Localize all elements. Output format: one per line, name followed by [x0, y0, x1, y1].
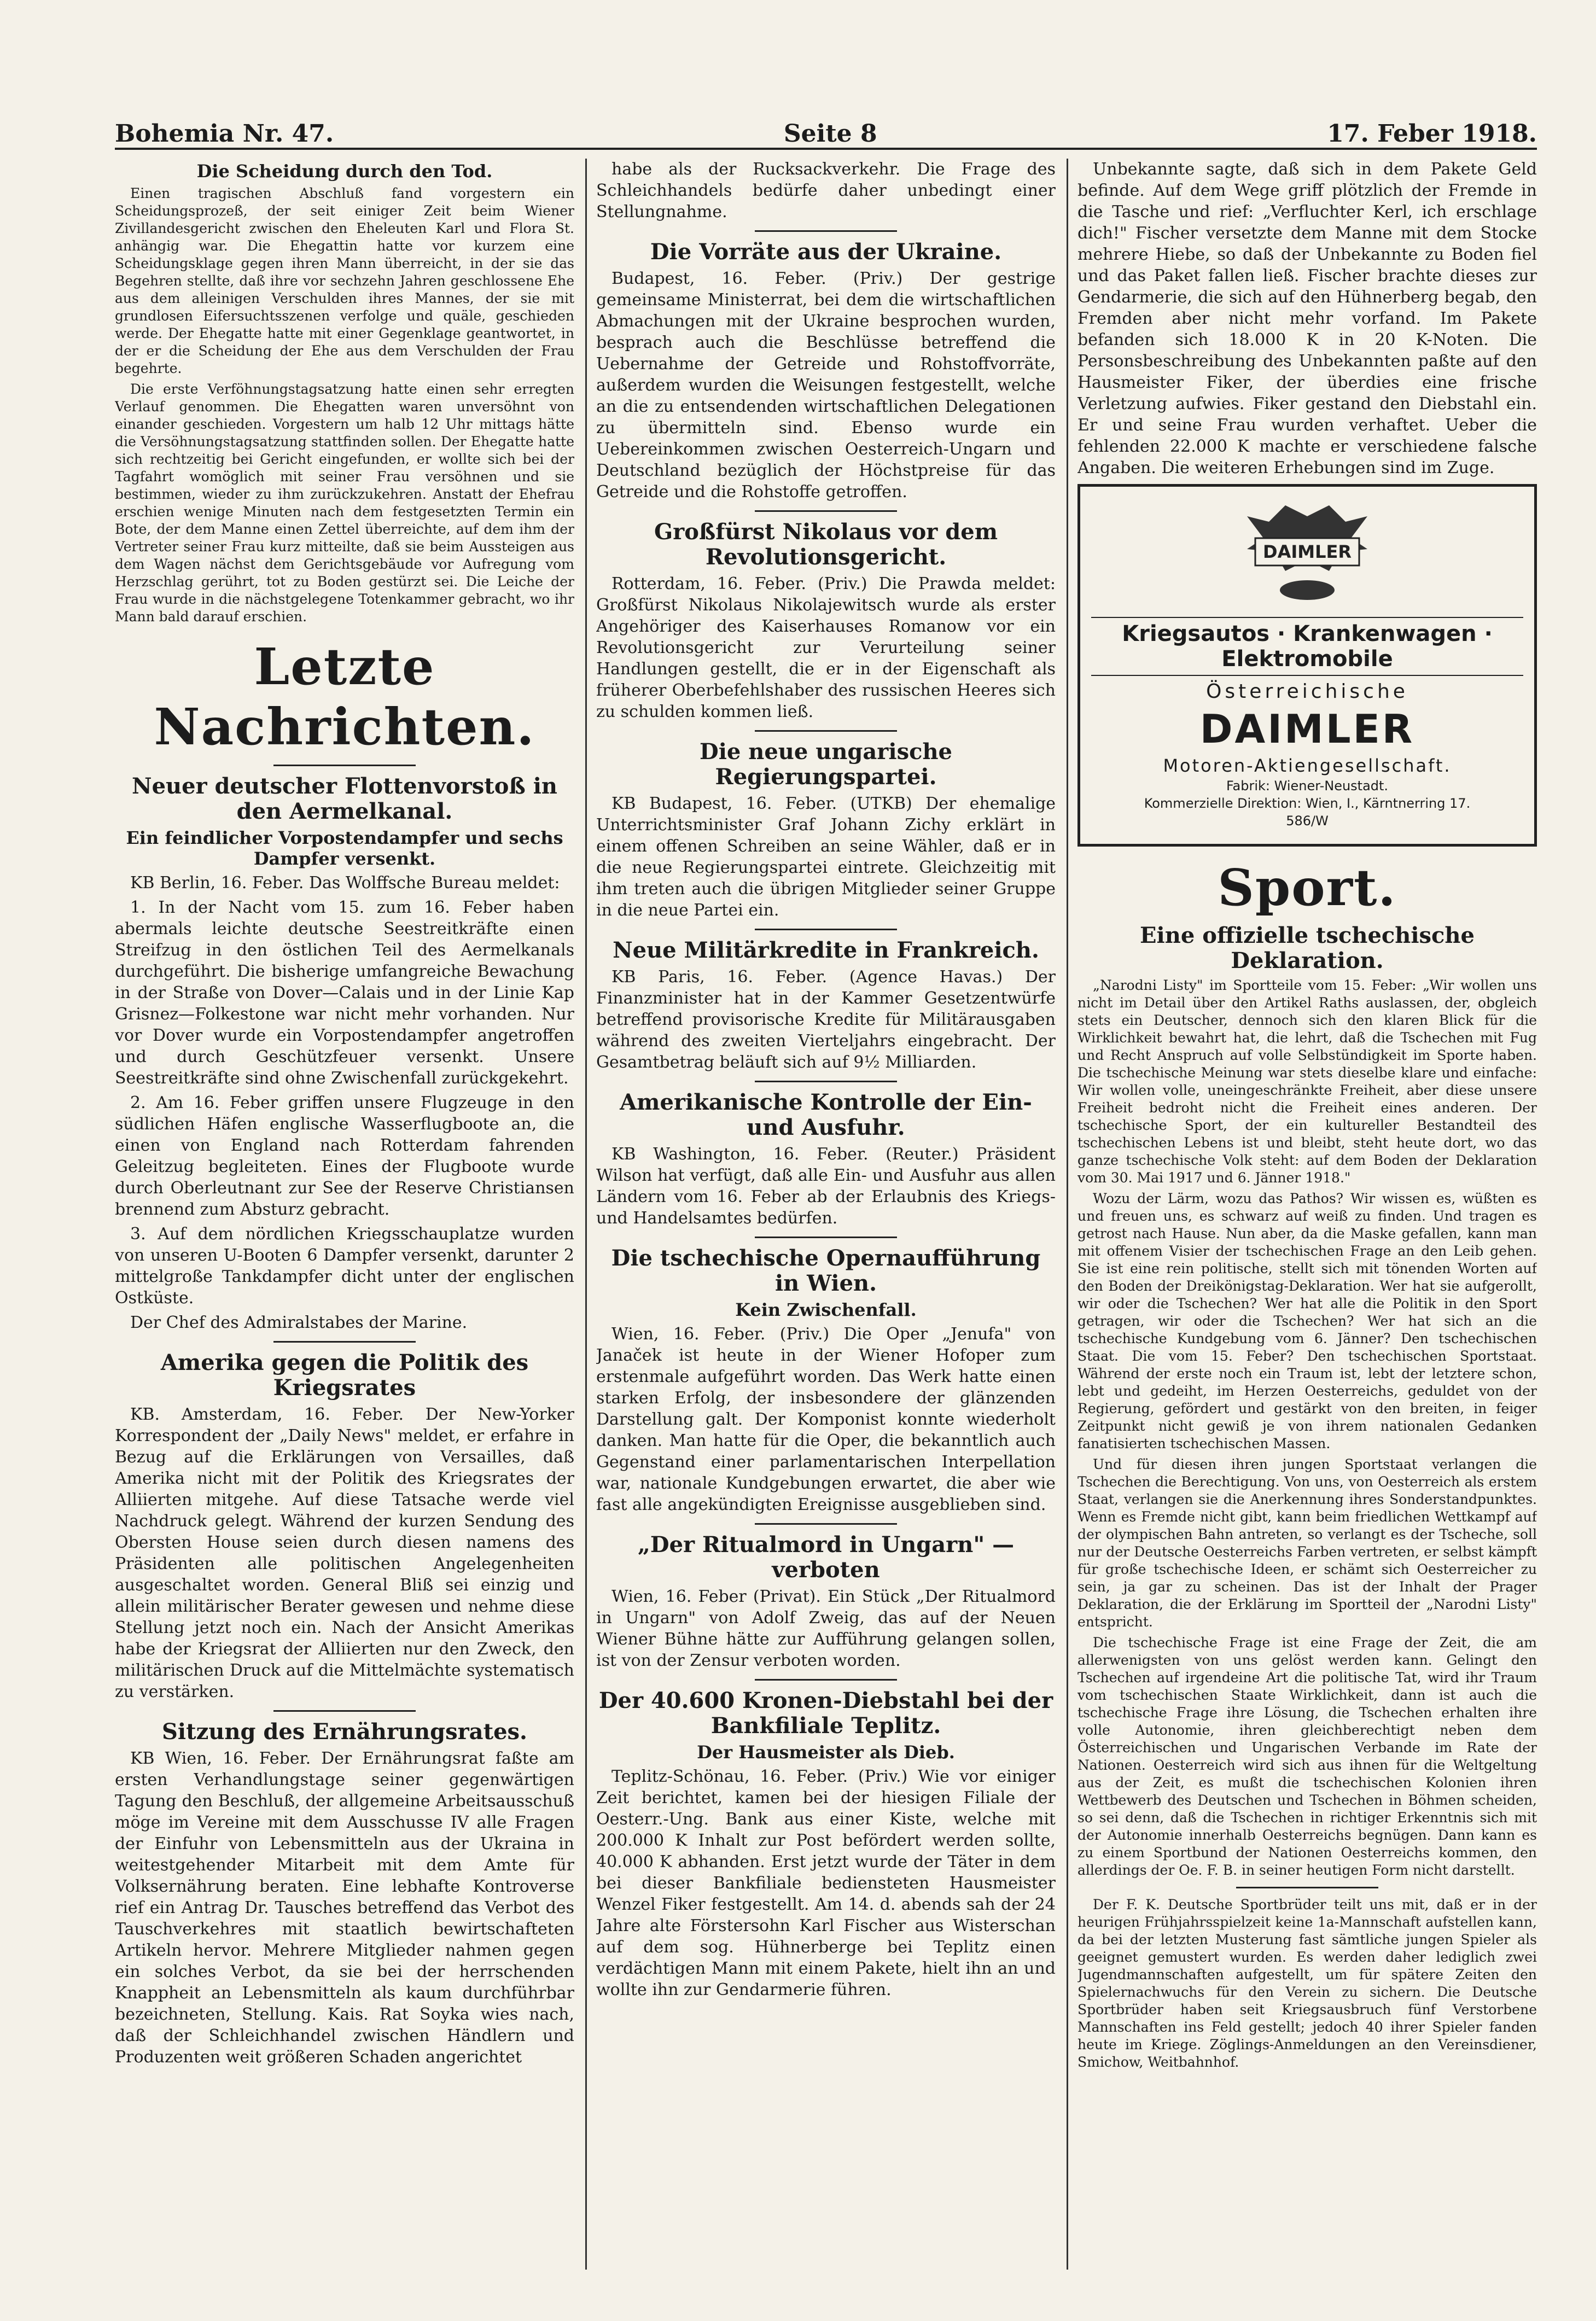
column-rule [585, 159, 587, 2270]
article-title: Die neue ungarische Regierungspartei. [700, 739, 952, 790]
paragraph: KB Paris, 16. Feber. (Agence Havas.) Der Finanzminister hat in der Kammer Gesetzentwürfe betreffend provisorische Kredite für Militärausgaben während des zweiten Vierteljahrs eingebracht. Der Gesamtbetrag beläuft sich auf 9½ Milliarden. [596, 967, 1056, 1072]
article-title: Die Scheidung durch den Tod. [196, 161, 493, 182]
article-subtitle: Kein Zwischenfall. [735, 1299, 917, 1320]
paragraph: Unbekannte sagte, daß sich in dem Pakete Geld befinde. Auf dem Wege griff plötzlich der Fremde in die Tasche und rief: „Verfluchter Kerl, ich erschlage dich!" Fischer versetzte dem Manne mit dem Stocke mehrere Hiebe, so daß der Unbekannte zu Boden fiel und das Paket fallen ließ. Fischer brachte dieses zur Gendarmerie, die sich auf den Hühnerberg begab, den Fremden aber nicht mehr vorfand. Im Pakete befanden sich 18.000 K in 20 K-Noten. Die Personsbeschreibung des Unbekannten paßte auf den Hausmeister Fiker, der überdies eine frische Verletzung aufwies. Fiker gestand den Diebstahl ein. Er und seine Frau wurden verhaftet. Ueber die fehlenden 22.000 K machte er verschiedene falsche Angaben. Die weiteren Erhebungen sind im Zuge. [1077, 160, 1537, 477]
column-rule [1067, 159, 1068, 2270]
article-title: Die tschechische Opernaufführung in Wien. [611, 1245, 1041, 1296]
divider [755, 1523, 897, 1525]
daimler-eagle-logo-icon [1225, 500, 1389, 609]
article-body [115, 185, 574, 626]
article-subtitle: Ein feindlicher Vorpostendampfer und sechs Dampfer versenkt. [126, 827, 563, 869]
paragraph: „Narodni Listy" im Sportteile vom 15. Feber: „Wir wollen uns nicht im Detail über den Artikel Raths auslassen, der, obgleich stets ein Deutscher, dennoch sich den klaren Blick für die Wirklichkeit bewahrt hat, die lehrt, daß die Tschechen mit Fug und Recht Anspruch auf volle Selbstündigkeit im Sporte haben. Die tschechische Meinung war stets dieselbe klare und einfache: Wir wollen volle, uneingeschränkte Freiheit, aber diese unsere Freiheit bedroht nicht die Freiheit eines anderen. Der tschechische Sport, der ein kultureller Bestandteil des tschechischen Lebens ist und bleibt, steht heute dort, wo das ganze tschechische Volk steht: auf dem Boden der Deklaration vom 30. Mai 1917 und 6. Jänner 1918." [1077, 977, 1537, 1186]
divider [273, 1710, 416, 1712]
column-1 [115, 159, 574, 2270]
article-title: Der 40.600 Kronen-Diebstahl bei der Bankfiliale Teplitz. [598, 1688, 1053, 1739]
article-title: Amerika gegen die Politik des Kriegsrates [160, 1350, 529, 1401]
paragraph: Einen tragischen Abschluß fand vorgestern ein Scheidungsprozeß, der seit einiger Zeit beim Wiener Zivillandesgericht zwischen den Eheleuten Karl und Flora St. anhängig war. Die Ehegattin hatte vor kurzem eine Scheidungsklage gegen ihren Mann überreicht, in der sie das Begehren stellte, daß ihre vor sechzehn Jahren geschlossene Ehe aus dem alleinigen Verschulden ihres Mannes, der sie mit grundlosen Eifersuchtsszenen verfolge und quäle, geschieden werde. Der Ehegatte hatte mit einer Gegenklage geantwortet, in der er die Scheidung der Ehe aus dem Verschulden der Frau begehrte. [115, 185, 574, 376]
paragraph: Die tschechische Frage ist eine Frage der Zeit, die am allerwenigsten von uns gelöst werden kann. Gelingt den Tschechen auf irgendeine Art die politische Tat, wird ihr Traum vom tschechischen Staate Wirklichkeit, dann ist auch die tschechische Frage ihre Lösung, die Tschechen erhalten ihre volle Autonomie, ihren gleichberechtigt neben dem Österreichischen und Ungarischen Verbande im Rate der Nationen. Oesterreich wird sich aus ihnen für die Weltgeltung aus der Zeit, es mußt die tschechischen Kolonien ihren Wettbewerb des Deutschen und Tschechen in Böhmen scheiden, so sei denn, daß die Tschechen in richtiger Erkenntnis sich mit der Autonomie innerhalb Oesterreichs begnügen. Dann kann es zu einem Sportbund der Nationen Oesterreichs kommen, den allerdings der Oe. F. B. in seiner heutigen Form nicht darstellt. [1077, 1635, 1537, 1878]
divider [755, 1081, 897, 1082]
section-title: Letzte Nachrichten. [154, 637, 535, 756]
article-title: Eine offizielle tschechische Deklaration. [1140, 923, 1475, 973]
divider [755, 1679, 897, 1681]
article-title: Großfürst Nikolaus vor dem Revolutionsgericht. [654, 519, 998, 570]
paragraph: Budapest, 16. Feber. (Priv.) Der gestrige gemeinsame Ministerrat, bei dem die wirtschaftlichen Abmachungen mit der Ukraine besprochen wurden, besprach auch die Beschlüsse betreffend die Uebernahme der Getreide und Rohstoffvorräte, außerdem wurden die Weisungen festgestellt, welche an die zu entsendenden wirtschaftlichen Delegationen zu übermitteln sind. Ebenso wurde ein Uebereinkommen zwischen Oesterreich-Ungarn und Deutschland bezüglich der Höchstpreise für das Getreide und die Rohstoffe getroffen. [596, 269, 1056, 501]
divider [273, 1341, 416, 1343]
paragraph: 3. Auf dem nördlichen Kriegsschauplatze wurden von unseren U-Booten 6 Dampfer versenkt, darunter 2 mittelgroße Tankdampfer dicht unter der englischen Ostküste. [115, 1224, 574, 1308]
paragraph: Der Chef des Admiralstabes der Marine. [130, 1313, 468, 1332]
divider [1236, 1887, 1378, 1888]
divider [755, 1237, 897, 1238]
ad-products: Kriegsautos · Krankenwagen · Elektromobile [1091, 617, 1523, 676]
paragraph: KB. Amsterdam, 16. Feber. Der New-Yorker Korrespondent der „Daily News" meldet, er erfahre in Bezug auf die Erklärungen von Versailles, daß Amerika nicht mit der Politik des Kriegsrates der Alliierten mitgehe. Auf diese Tatsache werde viel Nachdruck gelegt. Während der kurzen Sendung des Obersten House seien durch diesen namens des Präsidenten alle politischen Angelegenheiten ausgeschaltet worden. General Bliß sei einzig und allein militärischer Berater gewesen und nehme diese Stellung jetzt noch ein. Nach der Ansicht Amerikas habe der Kriegsrat der Alliierten nur den Zweck, den militärischen Druck auf die Mittelmächte systematisch zu verstärken. [115, 1405, 574, 1701]
article-title: Sitzung des Ernährungsrates. [162, 1719, 527, 1745]
paragraph: Teplitz-Schönau, 16. Feber. (Priv.) Wie vor einiger Zeit berichtet, kamen bei der hiesigen Filiale der Oesterr.-Ung. Bank aus einer Kiste, welche mit 200.000 K Inhalt zur Post befördert werden sollte, 40.000 K abhanden. Erst jetzt wurde der Täter in dem bei dieser Bankfiliale bediensteten Hausmeister Wenzel Fiker festgestellt. Am 14. d. abends sah der 24 Jahre alte Förstersohn Karl Fischer aus Wisterschan auf dem sog. Hühnerberge bei Teplitz einen verdächtigen Mann mit einem Pakete, hielt ihn an und wollte ihn zur Gendarmerie führen. [596, 1767, 1056, 1999]
section-title: Sport. [1218, 858, 1397, 917]
paragraph: 1. In der Nacht vom 15. zum 16. Feber haben abermals leichte deutsche Seestreitkräfte einen Streifzug in den östlichen Teil des Aermelkanals durchgeführt. Die bisherige umfangreiche Bewachung in der Straße von Dover—Calais und in der Linie Kap Grisnez—Folkestone war nicht mehr vorhanden. Nur vor Dover wurde ein Vorpostendampfer angetroffen und durch Geschützfeuer versenkt. Unsere Seestreitkräfte sind ohne Zwischenfall zurückgekehrt. [115, 898, 574, 1088]
ad-factory: Fabrik: Wiener-Neustadt. [1226, 778, 1389, 794]
article-title: „Der Ritualmord in Ungarn" — verboten [637, 1532, 1015, 1583]
ad-company: Österreichische [1206, 680, 1408, 703]
paragraph: Wien, 16. Feber (Privat). Ein Stück „Der Ritualmord in Ungarn" von Adolf Zweig, das auf der Neuen Wiener Bühne hätte zur Aufführung gelangen sollen, ist von der Zensur verboten worden. [596, 1587, 1056, 1670]
paragraph: KB Washington, 16. Feber. (Reuter.) Präsident Wilson hat verfügt, daß alle Ein- und Ausfuhr aus allen Ländern vom 16. Feber ab der Erlaubnis des Kriegs- und Handelsamtes bedürfen. [596, 1145, 1056, 1228]
paragraph: Der F. K. Deutsche Sportbrüder teilt uns mit, daß er in der heurigen Frühjahrsspielzeit keine 1a-Mannschaft aufstellen kann, da bei der letzten Musterung fast sämtliche jungen Spieler als geeignet gemustert wurden. Es werden daher lediglich zwei Jugendmannschaften aufgestellt, um für spätere Zeiten den Spielernachwuchs für den Verein zu sichern. Die Deutsche Sportbrüder haben seit Kriegsausbruch fünf Verstorbene Mannschaften ins Feld gestellt; jedoch 40 ihrer Spieler fanden heute im Kriege. Zöglings-Anmeldungen an den Vereinsdiener, Smichow, Weitbahnhof. [1077, 1897, 1537, 2070]
divider [755, 230, 897, 232]
article-title: Neuer deutscher Flottenvorstoß in den Aermelkanal. [132, 773, 557, 824]
article-body [1077, 977, 1537, 2071]
paragraph: habe als der Rucksackverkehr. Die Frage des Schleichhandels bedürfe daher unbedingt einer Stellungnahme. [596, 160, 1056, 221]
article-title: Die Vorräte aus der Ukraine. [650, 239, 1002, 265]
paragraph: Wozu der Lärm, wozu das Pathos? Wir wissen es, wüßten es und freuen uns, es schwarz auf weiß zu finden. Und tragen es getrost nach Hause. Nun aber, da die Maske gefallen, kann man mit offenem Visier der tschechischen Frage an den Leib gehen. Sie ist eine rein politische, stellt sich mit tönenden Worten auf den Boden der Dreikönigstag-Deklaration. Wer hat sie aufgerollt, wir oder die Tschechen? Wer hat alle die Politik in den Sport getragen, wir oder die Tschechen? Wer hat sich an die tschechische Kundgebung vom 6. Jänner? Den tschechischen Staat. Die vom 15. Feber? Den tschechischen Sportstaat. Während der erste noch ein Traum ist, lebt der letztere schon, lebt und gedeiht, im Herzen Oesterreichs, geduldet von der Regierung, gefördert und gestärkt von den breiten, in feiger Zeitpunkt nicht gewiß je von ihrem nationalen Gedanken fanatisierten tschechischen Massen. [1077, 1191, 1537, 1451]
divider [273, 765, 416, 766]
divider [755, 510, 897, 512]
paragraph: Wien, 16. Feber. (Priv.) Die Oper „Jenufa" von Janaček ist heute in der Wiener Hofoper zum erstenmale aufgeführt worden. Das Werk hatte einen starken Erfolg, der insbesondere der glänzenden Darstellung galt. Der Komponist konnte wiederholt danken. Man hatte für die Oper, die bekanntlich auch Gegenstand einer parlamentarischen Interpellation war, nationale Kundgebungen erwartet, die aber wie fast alle angekündigten Ereignisse ausgeblieben sind. [596, 1325, 1056, 1514]
ad-company-type: Motoren-Aktiengesellschaft. [1163, 755, 1452, 776]
logo-wordmark: DAIMLER [1263, 541, 1352, 562]
issue-label: Bohemia Nr. 47. [115, 120, 334, 148]
ad-office: Kommerzielle Direktion: Wien, I., Kärntnerring 17. [1144, 796, 1471, 811]
divider [755, 929, 897, 930]
page-header [115, 98, 1537, 150]
ad-brand: DAIMLER [1199, 706, 1415, 752]
paragraph: KB Wien, 16. Feber. Der Ernährungsrat faßte am ersten Verhandlungstage seiner gegenwärtigen Tagung den Beschluß, der allgemeine Arbeitsausschuß möge im Vereine mit dem Ausschusse IV alle Fragen der Einfuhr von Lebensmitteln aus der Ukraina in weitestgehender Mitarbeit mit dem Amte für Volksernährung beraten. Eine lebhafte Kontroverse rief ein Antrag Dr. Tausches betreffend das Verbot des Tauschverkehres mit staatlich bewirtschafteten Artikeln hervor. Mehrere Mitglieder nahmen gegen ein solches Verbot, da sie bei der herrschenden Knappheit an Lebensmitteln als kaum durchführbar bezeichneten, Stellung. Kais. Rat Soyka wies nach, daß der Schleichhandel zwischen Händlern und Produzenten weit größeren Schaden angerichtet [115, 1749, 574, 2067]
divider [755, 730, 897, 732]
article-subtitle: Der Hausmeister als Dieb. [697, 1742, 955, 1763]
paragraph: 2. Am 16. Feber griffen unsere Flugzeuge in den südlichen Häfen englische Wasserflugboote an, die einen von England nach Rotterdam fahrenden Geleitzug begleiteten. Eines der Flugboote wurde durch Oberleutnant zur See der Reserve Christiansen brennend zum Absturz gebracht. [115, 1093, 574, 1219]
column-2 [596, 159, 1056, 2270]
page-number: Seite 8 [783, 120, 877, 148]
daimler-advertisement [1077, 484, 1537, 847]
column-3 [1077, 159, 1537, 2270]
newspaper-page [115, 98, 1537, 2275]
article-title: Amerikanische Kontrolle der Ein- und Ausfuhr. [620, 1089, 1032, 1140]
paragraph: Die erste Verföhnungstagsatzung hatte einen sehr erregten Verlauf genommen. Die Ehegatten waren unversöhnt von einander geschieden. Vorgestern um halb 12 Uhr mittags hätte die Versöhnungstagsatzung stattfinden sollen. Der Ehegatte hatte sich rechtzeitig bei Gericht eingefunden, er wollte sich bei der Tagfahrt womöglich mit seiner Frau versöhnen und sie bestimmen, wieder zu ihm zurückzukehren. Anstatt der Ehefrau erschien wenige Minuten nach dem festgesetzten Termin ein Bote, der dem Manne einen Zettel überreichte, auf dem ihm der Vertreter seiner Frau kurz mitteilte, daß sie beim Aussteigen aus dem Wagen nächst dem Gerichtsgebäude vor Aufregung vom Herzschlag gerührt, tot zu Boden gestürzt sei. Die Leiche der Frau wurde in die nächstgelegene Totenkammer gebracht, wo ihr Mann bald darauf erschien. [115, 381, 574, 625]
article-title: Neue Militärkredite in Frankreich. [613, 937, 1039, 963]
issue-date: 17. Feber 1918. [1327, 120, 1537, 148]
ad-reference: 586/W [1286, 813, 1329, 829]
paragraph: Und für diesen ihren jungen Sportstaat verlangen die Tschechen die Berechtigung. Von uns, von Oesterreich als erstem Staat, verlangen sie die Anerkennung ihres Sonderstandpunktes. Wenn es Fremde nicht gibt, kann beim friedlichen Wettkampf auf der olympischen Bahn antreten, so verlangt es der Tscheche, soll nur der Deutsche Oesterreichs Farben vertreten, er selbst kämpft für große tschechische Ideen, er schämt sich Oesterreicher zu sein, ja gar zu scheinen. Das ist der Inhalt der Prager Deklaration, die der Erklärung im Sportteil der „Narodni Listy" entspricht. [1077, 1456, 1537, 1630]
paragraph: KB Berlin, 16. Feber. Das Wolffsche Bureau meldet: [130, 873, 560, 893]
paragraph: KB Budapest, 16. Feber. (UTKB) Der ehemalige Unterrichtsminister Graf Johann Zichy erklärt in einem offenen Schreiben an seine Wähler, daß er in die neue Regierungspartei eintrete. Gleichzeitig mit ihm treten auch die übrigen Mitglieder seiner Gruppe in die neue Partei ein. [596, 794, 1056, 920]
paragraph: Rotterdam, 16. Feber. (Priv.) Die Prawda meldet: Großfürst Nikolaus Nikolajewitsch wurde als erster Angehöriger des Kaiserhauses Romanow vor ein Revolutionsgericht zur Verurteilung seiner Handlungen gestellt, die er in der Eigenschaft als früherer Oberbefehlshaber des russischen Heeres sich zu schulden kommen ließ. [596, 574, 1056, 721]
